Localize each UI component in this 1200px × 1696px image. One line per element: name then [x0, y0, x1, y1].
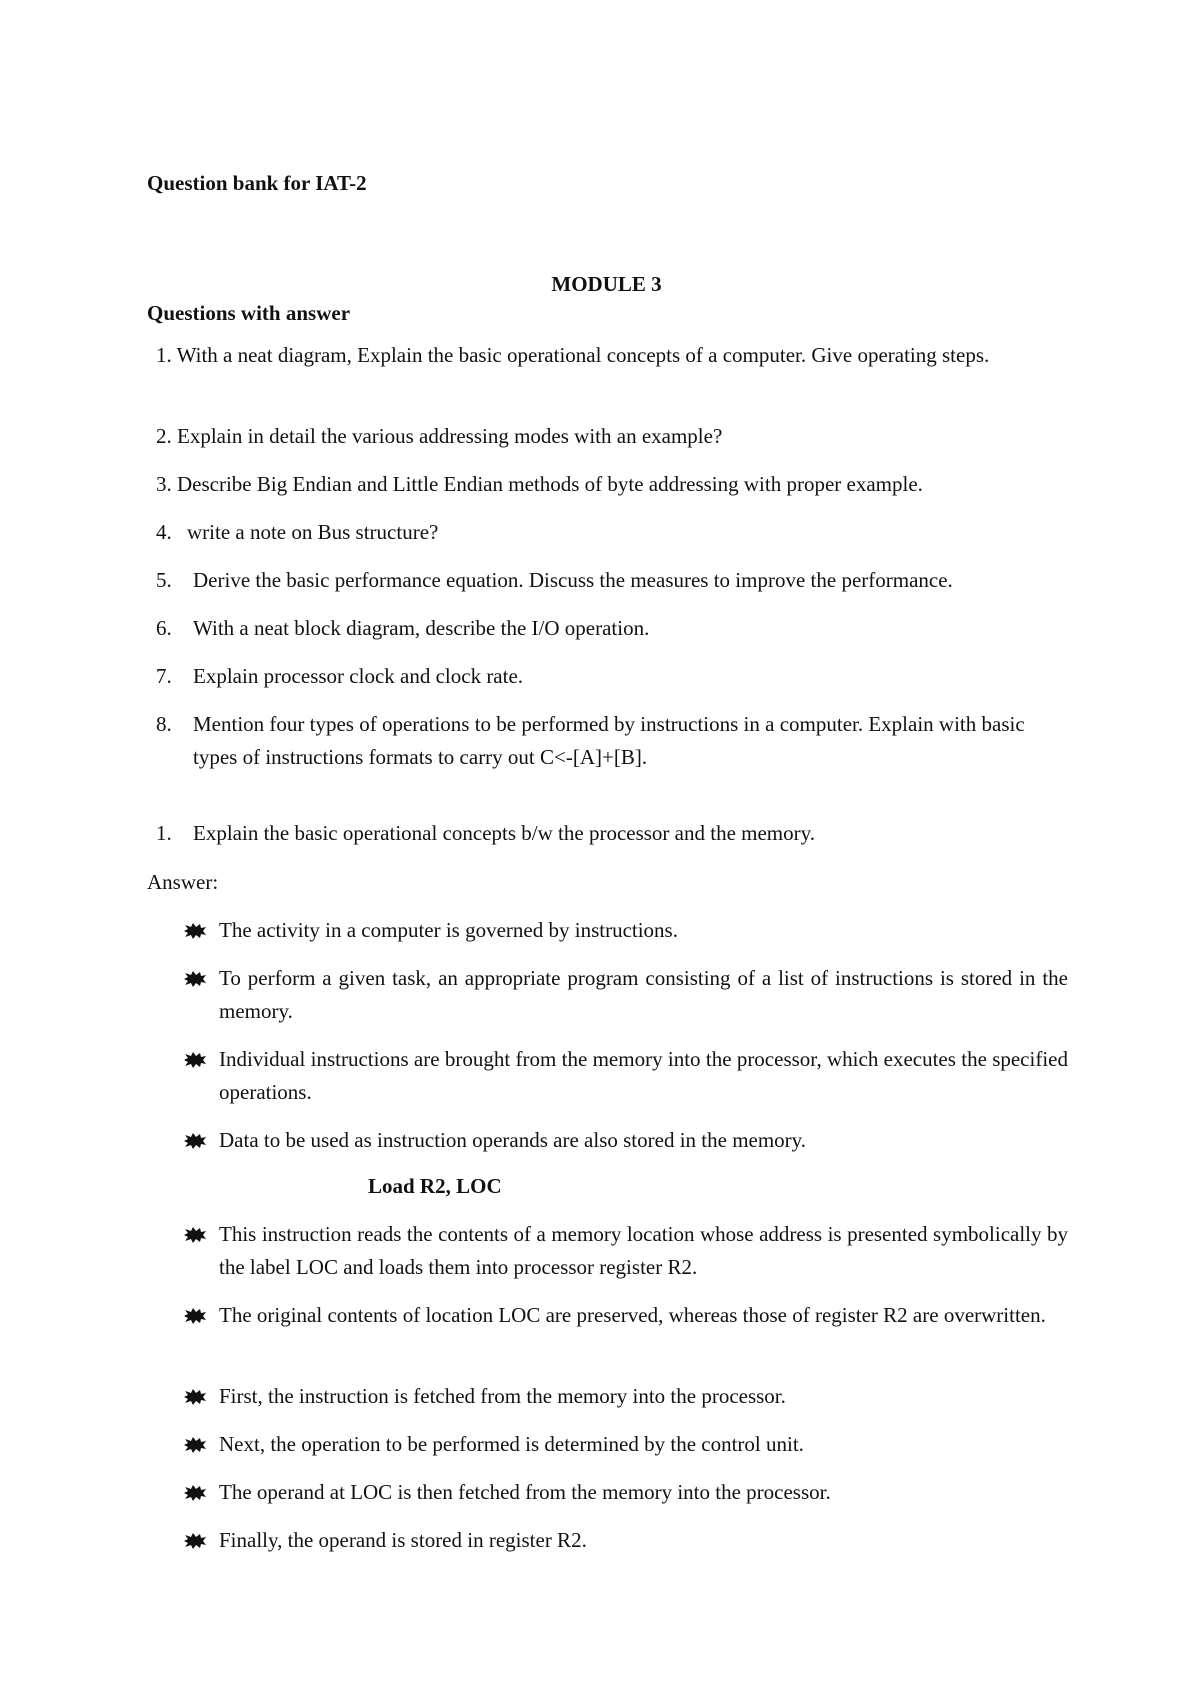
bullet-item [183, 1524, 1068, 1557]
starburst-bullet-icon [183, 971, 207, 987]
starburst-bullet-icon [183, 1227, 207, 1243]
bullet-text: Individual instructions are brought from the memory into the processor, which executes the specified operations. [219, 1047, 1068, 1104]
section-subheading: Questions with answer [147, 301, 351, 325]
bullet-text: This instruction reads the contents of a memory location whose address is presented symbolically by the label LOC and loads them into processor register R2. [219, 1222, 1068, 1279]
question-number: 4. [156, 520, 172, 544]
question-1 [156, 339, 1068, 372]
question-number: 8. [156, 712, 172, 736]
bullet-text: Next, the operation to be performed is determined by the control unit. [219, 1432, 804, 1456]
question-5 [156, 564, 1068, 597]
starburst-bullet-icon [183, 1389, 207, 1405]
answer-label: Answer: [147, 870, 219, 894]
bullet-item [183, 1380, 1068, 1413]
bullet-text: The operand at LOC is then fetched from the memory into the processor. [219, 1480, 831, 1504]
question-3 [156, 468, 1068, 501]
question-text: Mention four types of operations to be performed by instructions in a computer. Explain with basic types of instructions formats to carry out C<-[A]+[B]. [193, 712, 1025, 769]
question-number: 5. [156, 568, 172, 592]
question-2 [156, 420, 1068, 453]
question-7 [156, 660, 1068, 693]
bullet-text: The original contents of location LOC are preserved, whereas those of register R2 are overwritten. [219, 1303, 1046, 1327]
starburst-bullet-icon [183, 1308, 207, 1324]
question-text: write a note on Bus structure? [187, 520, 439, 544]
question-text: Explain the basic operational concepts b/w the processor and the memory. [193, 821, 816, 845]
bullet-item [183, 1043, 1068, 1109]
starburst-bullet-icon [183, 1485, 207, 1501]
question-text: Derive the basic performance equation. Discuss the measures to improve the performance. [193, 568, 953, 592]
question-number: 1. [156, 821, 172, 845]
starburst-bullet-icon [183, 1437, 207, 1453]
question-number: 2. [156, 424, 172, 448]
starburst-bullet-icon [183, 923, 207, 939]
question-number: 6. [156, 616, 172, 640]
starburst-bullet-icon [183, 1533, 207, 1549]
question-text: Describe Big Endian and Little Endian methods of byte addressing with proper example. [177, 472, 923, 496]
question-text: With a neat diagram, Explain the basic operational concepts of a computer. Give operating steps. [176, 343, 990, 367]
bullet-text: To perform a given task, an appropriate program consisting of a list of instructions is stored in the memory. [219, 966, 1068, 1023]
bullet-item [183, 1428, 1068, 1461]
starburst-bullet-icon [183, 1133, 207, 1149]
question-number: 7. [156, 664, 172, 688]
module-heading: MODULE 3 [551, 272, 662, 296]
question-text: With a neat block diagram, describe the I/O operation. [193, 616, 650, 640]
question-number: 1. [156, 343, 172, 367]
bullet-item [183, 914, 1068, 947]
question-6 [156, 612, 1068, 645]
bullet-item [183, 1476, 1068, 1509]
bullet-item [183, 1124, 1068, 1157]
bullet-text: Data to be used as instruction operands are also stored in the memory. [219, 1128, 807, 1152]
bullet-item [183, 1218, 1068, 1284]
question-text: Explain processor clock and clock rate. [193, 664, 524, 688]
document-title: Question bank for IAT-2 [147, 171, 367, 195]
question-text: Explain in detail the various addressing modes with an example? [177, 424, 723, 448]
bullet-item [183, 962, 1068, 1028]
bullet-text: First, the instruction is fetched from the memory into the processor. [219, 1384, 786, 1408]
starburst-bullet-icon [183, 1052, 207, 1068]
question-number: 3. [156, 472, 172, 496]
question-4 [156, 516, 1068, 549]
bullet-item [183, 1299, 1068, 1332]
question-8 [156, 708, 1068, 774]
bullet-text: Finally, the operand is stored in register R2. [219, 1528, 587, 1552]
bullet-text: The activity in a computer is governed by instructions. [219, 918, 678, 942]
instruction-example: Load R2, LOC [368, 1174, 502, 1198]
answer-question-1 [156, 817, 1068, 850]
